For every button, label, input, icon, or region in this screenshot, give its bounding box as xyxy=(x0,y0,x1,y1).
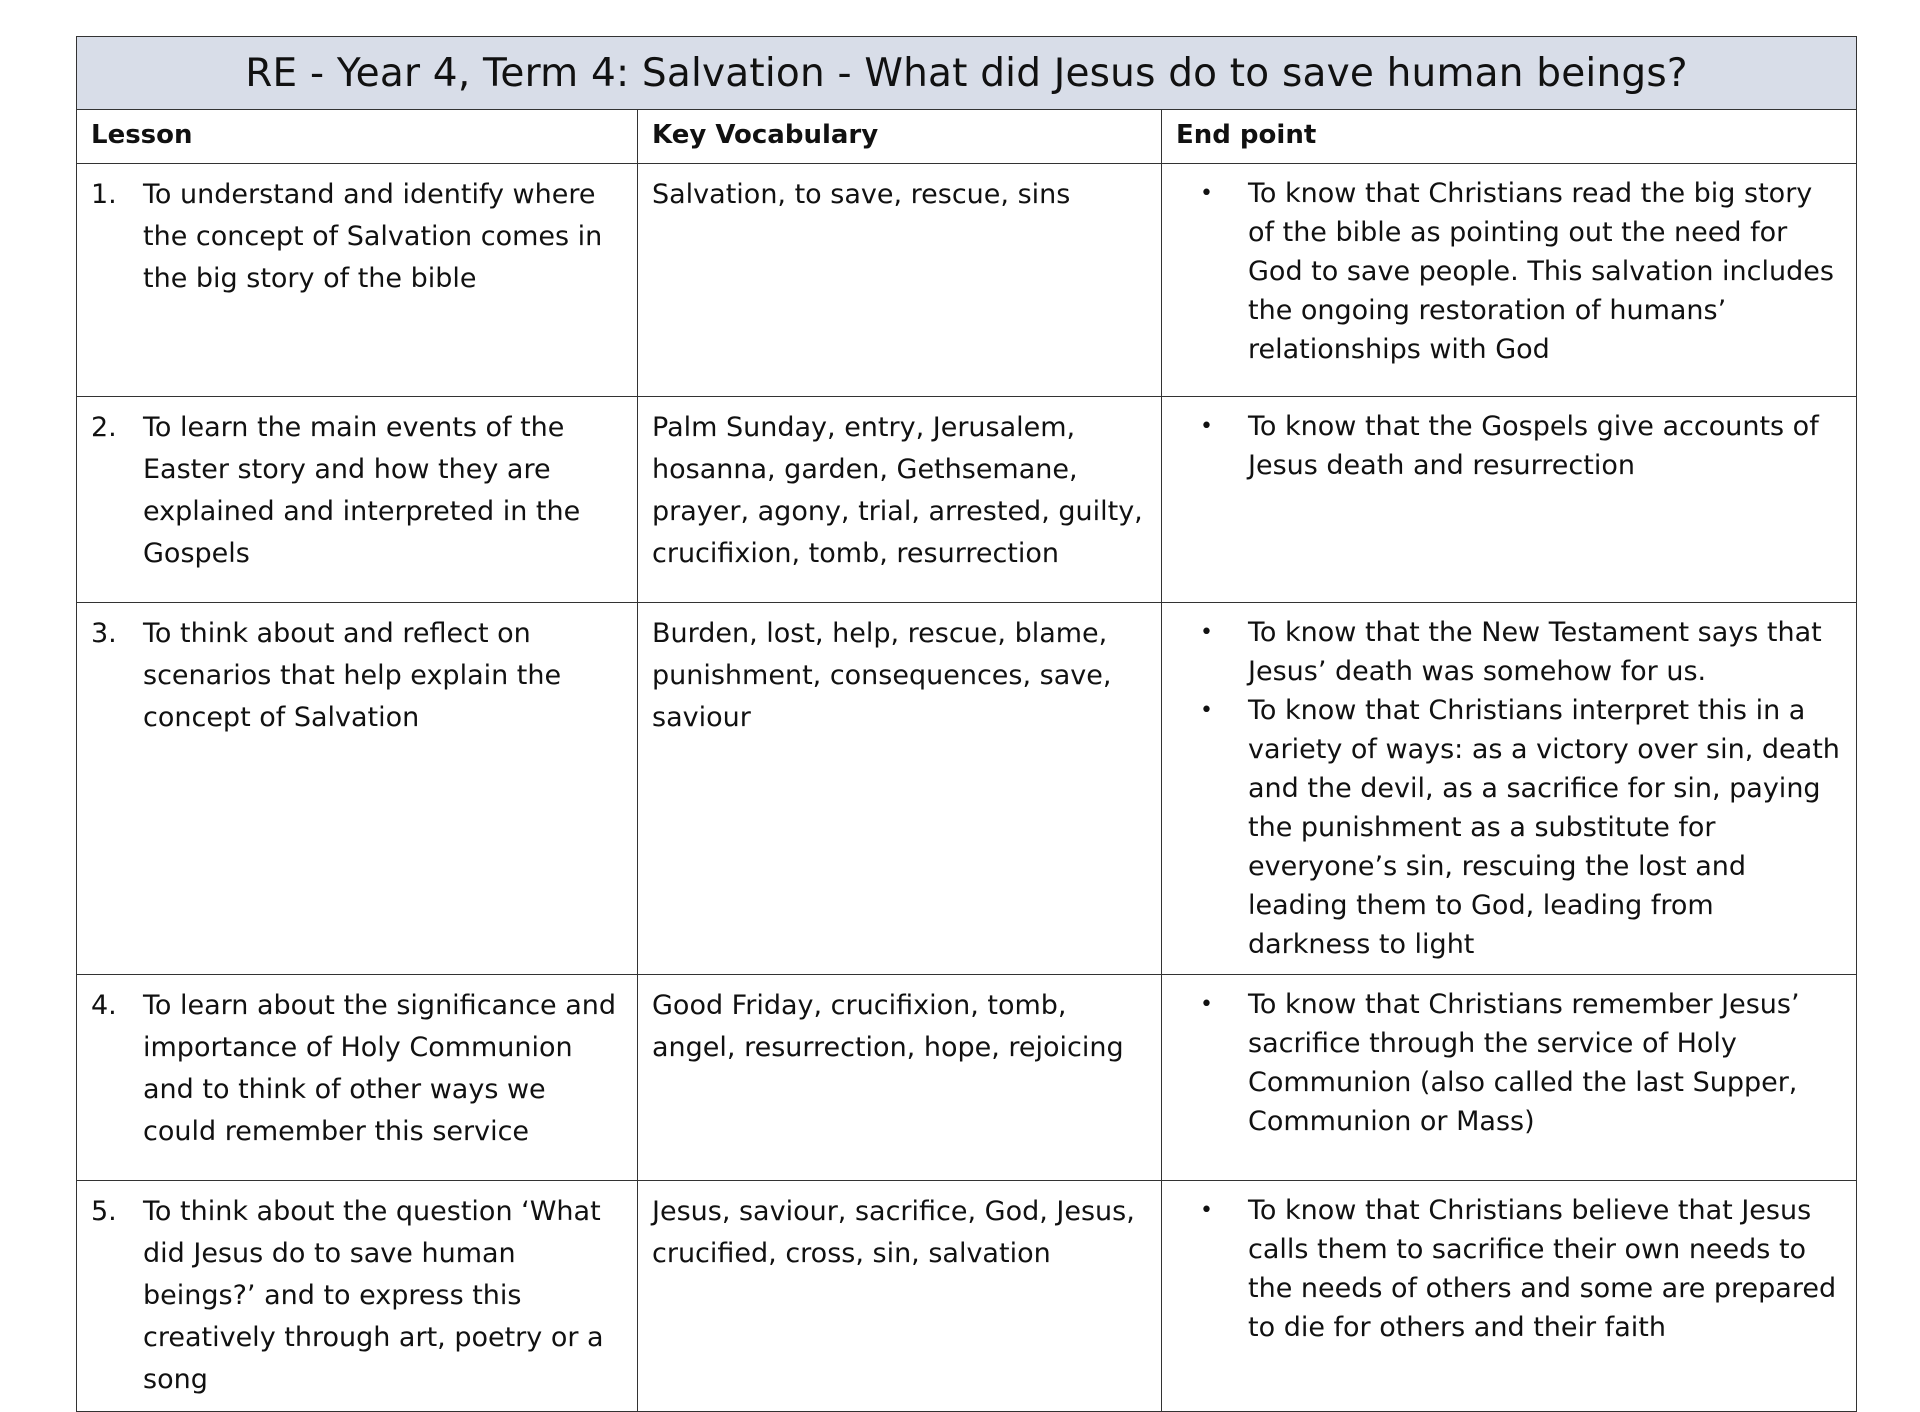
vocabulary-cell: Salvation, to save, rescue, sins xyxy=(638,164,1162,397)
lesson-cell xyxy=(77,164,638,397)
list-item: • To know that Christians remember Jesus’ sacrifice through the service of Holy Communion (also called the last Supper, Communion or Mass) xyxy=(1176,985,1842,1141)
lesson-cell xyxy=(77,1181,638,1412)
bullet-icon: • xyxy=(1200,992,1213,1017)
vocabulary-cell: Jesus, saviour, sacrifice, God, Jesus, crucified, cross, sin, salvation xyxy=(638,1181,1162,1412)
lesson-cell xyxy=(77,603,638,975)
end-point-cell xyxy=(1162,603,1857,975)
lesson-objective: To think about and reflect on scenarios that help explain the concept of Salvation xyxy=(143,618,562,733)
header-end-point: End point xyxy=(1162,110,1857,164)
vocabulary-cell: Burden, lost, help, rescue, blame, punishment, consequences, save, saviour xyxy=(638,603,1162,975)
lesson-objective: To learn about the significance and importance of Holy Communion and to think of other ways we could remember this service xyxy=(143,990,617,1147)
bullet-icon: • xyxy=(1200,414,1213,439)
bullet-icon: • xyxy=(1200,698,1213,723)
vocabulary-cell: Palm Sunday, entry, Jerusalem, hosanna, garden, Gethsemane, prayer, agony, trial, arrested, guilty, crucifixion, tomb, resurrection xyxy=(638,397,1162,603)
end-point-cell xyxy=(1162,397,1857,603)
lesson-number: 3. xyxy=(91,618,117,649)
list-item: • To know that Christians believe that Jesus calls them to sacrifice their own needs to the needs of others and some are prepared to die for others and their faith xyxy=(1176,1191,1842,1347)
page-title: RE - Year 4, Term 4: Salvation - What did Jesus do to save human beings? xyxy=(77,37,1857,110)
lesson-plan-table xyxy=(76,36,1857,1412)
lesson-number: 2. xyxy=(91,412,117,443)
lesson-number: 1. xyxy=(91,179,117,210)
list-item: • To know that the New Testament says that Jesus’ death was somehow for us. xyxy=(1176,613,1842,691)
bullet-icon: • xyxy=(1200,1198,1213,1223)
header-key-vocabulary: Key Vocabulary xyxy=(638,110,1162,164)
end-point-cell xyxy=(1162,975,1857,1181)
lesson-plan-sheet xyxy=(76,36,1856,1412)
table-row xyxy=(77,1181,1857,1412)
lesson-number: 4. xyxy=(91,990,117,1021)
list-item: • To know that Christians read the big story of the bible as pointing out the need for God to save people. This salvation includes the ongoing restoration of humans’ relationships with God xyxy=(1176,174,1842,369)
header-lesson: Lesson xyxy=(77,110,638,164)
bullet-icon: • xyxy=(1200,620,1213,645)
table-row xyxy=(77,397,1857,603)
vocabulary-cell: Good Friday, crucifixion, tomb, angel, resurrection, hope, rejoicing xyxy=(638,975,1162,1181)
table-row xyxy=(77,975,1857,1181)
lesson-number: 5. xyxy=(91,1196,117,1227)
table-row xyxy=(77,164,1857,397)
end-point-cell xyxy=(1162,1181,1857,1412)
lesson-objective: To understand and identify where the concept of Salvation comes in the big story of the bible xyxy=(143,179,603,294)
lesson-objective: To learn the main events of the Easter story and how they are explained and interpreted in the Gospels xyxy=(143,412,581,569)
lesson-objective: To think about the question ‘What did Jesus do to save human beings?’ and to express this creatively through art, poetry or a song xyxy=(143,1196,604,1395)
lesson-cell xyxy=(77,975,638,1181)
list-item: • To know that Christians interpret this in a variety of ways: as a victory over sin, death and the devil, as a sacrifice for sin, paying the punishment as a substitute for everyone’s sin, rescuing the lost and leading them to God, leading from darkness to light xyxy=(1176,691,1842,964)
lesson-cell xyxy=(77,397,638,603)
bullet-icon: • xyxy=(1200,181,1213,206)
list-item: • To know that the Gospels give accounts of Jesus death and resurrection xyxy=(1176,407,1842,485)
end-point-cell xyxy=(1162,164,1857,397)
table-row xyxy=(77,603,1857,975)
